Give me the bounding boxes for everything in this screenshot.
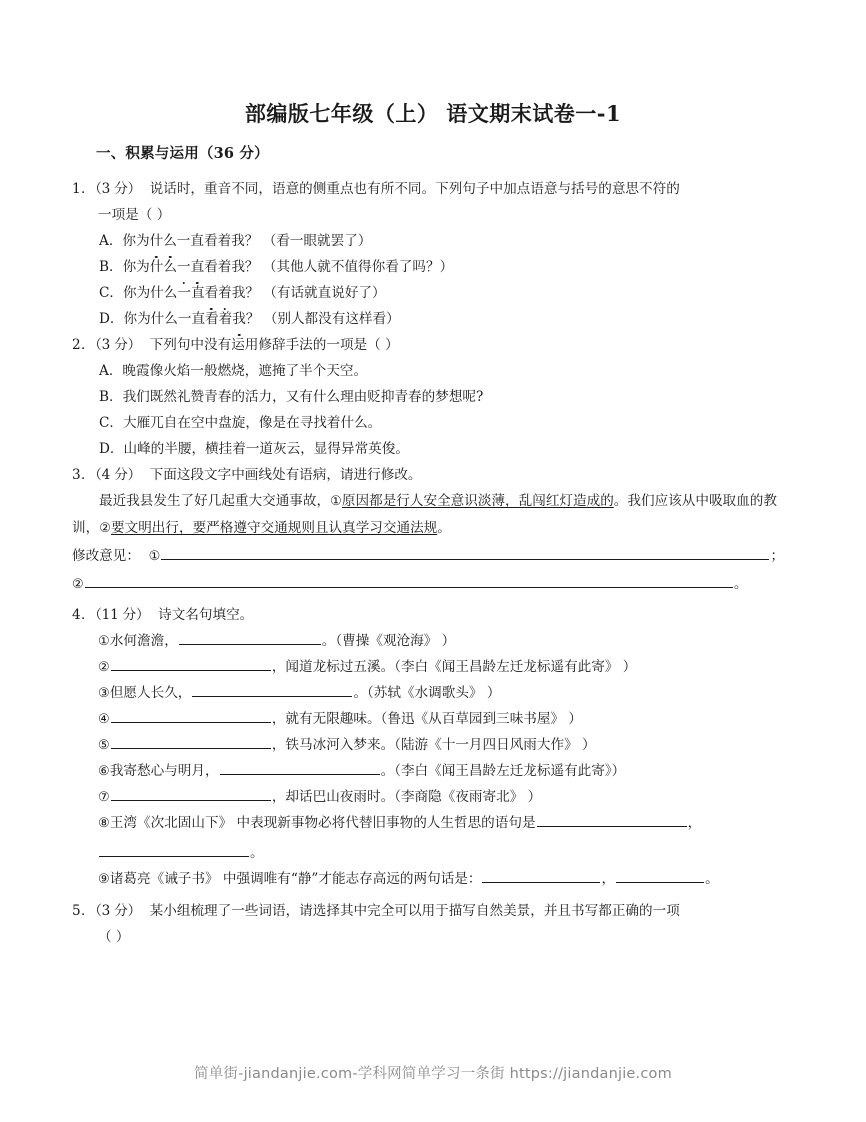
q3-answer-blank-2[interactable] (85, 572, 733, 588)
q1-option-c-post: 我？ (231, 285, 259, 301)
q1-option-d-pre: 你为什么一直看着 (123, 311, 233, 327)
q2-option-c[interactable] (72, 410, 802, 436)
q4-item-6-post: 。（李白《闻王昌龄左迁龙标遥有此寄》） (380, 763, 626, 779)
q4-item-9-post: 。 (705, 871, 719, 887)
q1-option-c-emphasis: 看着 (205, 280, 232, 306)
question-5 (72, 898, 802, 950)
q4-stem (72, 602, 802, 628)
q2-option-d-label: D． (99, 441, 124, 457)
q1-option-b-paren: （其他人就不值得你看了吗？） (262, 259, 454, 275)
q1-option-d[interactable] (72, 306, 802, 332)
q4-item-1-post: 。（曹操《观沧海》 ） (321, 633, 456, 649)
q4-item-5 (72, 732, 802, 758)
q4-item-5-post: ，铁马冰河入梦来。（陆游《十一月四日风雨大作》 ） (271, 737, 596, 753)
q4-item-1-blank[interactable] (179, 629, 321, 645)
q3-answer-punct-1: ； (770, 548, 785, 564)
q4-item-4-marker: ④ (98, 712, 110, 727)
q3-answer-marker-1: ① (148, 549, 161, 564)
q2-option-d-text: 山峰的半腰，横挂着一道灰云，显得异常英俊。 (123, 441, 409, 457)
q3-stem (72, 462, 802, 488)
section-heading: 一、积累与运用（36 分） (96, 145, 269, 162)
q1-option-c-label: C． (99, 285, 123, 301)
q4-item-7-blank[interactable] (111, 785, 271, 801)
exam-content (72, 176, 802, 950)
q2-option-b[interactable] (72, 384, 802, 410)
q4-item-6 (72, 758, 802, 784)
q5-points: （3 分） (95, 903, 141, 919)
q1-option-d-post: ？ (245, 311, 260, 327)
q5-stem-text1: 某小组梳理了一些词语，请选择其中完全可以用于描写自然美景，并且书写都正确的一项 (149, 903, 680, 919)
q1-option-c[interactable] (72, 280, 802, 306)
q4-item-8-blank-2[interactable] (99, 841, 249, 857)
q4-item-2-blank[interactable] (111, 655, 271, 671)
q4-item-9-blank-2[interactable] (616, 867, 704, 883)
q1-option-a-emphasis: 什么 (150, 228, 177, 254)
q4-item-3-blank[interactable] (192, 681, 352, 697)
q2-option-a-text: 晚霞像火焰一般燃烧，遮掩了半个天空。 (122, 363, 368, 379)
q5-stem-line2: （ ） (98, 929, 130, 945)
q4-item-3 (72, 680, 802, 706)
q2-option-c-label: C． (99, 415, 123, 431)
q4-item-1 (72, 628, 802, 654)
q4-item-7-marker: ⑦ (98, 790, 110, 805)
question-1 (72, 176, 802, 332)
q4-stem-text: 诗文名句填空。 (158, 607, 254, 623)
q4-item-7 (72, 784, 802, 810)
q4-points: （11 分） (95, 607, 150, 623)
q4-item-6-pre: 我寄愁心与明月， (109, 763, 219, 779)
q2-option-c-text: 大雁兀自在空中盘旋，像是在寻找着什么。 (123, 415, 382, 431)
q1-option-b-emphasis: 一直 (177, 254, 204, 280)
q4-item-6-blank[interactable] (220, 759, 380, 775)
q1-option-a-pre: 你为 (122, 233, 150, 249)
q1-stem-line2: 一项是（ ） (98, 207, 171, 223)
q1-option-b-post: 看着我？ (204, 259, 259, 275)
q4-item-3-marker: ③ (98, 686, 110, 701)
q4-item-4 (72, 706, 802, 732)
q1-option-c-paren: （有话就直说好了） (263, 285, 386, 301)
q3-answer-blank-1[interactable] (161, 544, 769, 560)
q3-marker-1: ① (330, 494, 342, 509)
q3-marker-2: ② (99, 521, 112, 536)
q1-option-d-label: D． (99, 311, 124, 327)
q2-option-d[interactable] (72, 436, 802, 462)
q4-item-3-pre: 但愿人长久， (109, 685, 192, 701)
q4-item-2-post: ，闻道龙标过五溪。（李白《闻王昌龄左迁龙标遥有此寄》 ） (271, 659, 637, 675)
q4-item-9 (72, 866, 802, 892)
q2-stem (72, 332, 802, 358)
q1-number: 1． (72, 181, 96, 197)
q4-item-8 (72, 810, 802, 836)
q4-item-8-marker: ⑧ (98, 816, 110, 831)
q3-number: 3． (72, 467, 96, 483)
q4-item-7-post: ，却话巴山夜雨时。（李商隐《夜雨寄北》 ） (271, 789, 542, 805)
q4-item-9-blank-1[interactable] (482, 867, 600, 883)
q4-item-5-blank[interactable] (111, 733, 271, 749)
q5-stem-line1 (72, 898, 802, 924)
q1-option-d-emphasis: 我 (232, 306, 246, 332)
q2-points: （3 分） (95, 337, 141, 353)
q2-option-b-label: B． (99, 389, 123, 405)
q4-item-4-post: ，就有无限趣味。（鲁迅《从百草园到三味书屋》 ） (271, 711, 583, 727)
q1-option-a-post: 一直看着我？ (176, 233, 259, 249)
q4-item-1-marker: ① (98, 634, 110, 649)
q1-option-a-label: A． (99, 233, 123, 249)
q1-option-b[interactable] (72, 254, 802, 280)
q4-item-8-mid: ， (687, 815, 702, 831)
q3-passage (72, 488, 790, 542)
q4-item-4-blank[interactable] (111, 707, 271, 723)
q3-passage-end: 。 (437, 520, 451, 536)
question-2 (72, 332, 802, 462)
q3-underlined-1: 原因都是行人安全意识淡薄，乱闯红灯造成的 (341, 493, 614, 509)
page-title: 部编版七年级（上） 语文期末试卷一-1 (244, 101, 622, 126)
footer-watermark: 简单街-jiandanjie.com-学科网简单学习一条街 https://jiandanjie.com (194, 1066, 672, 1082)
q1-option-a[interactable] (72, 228, 802, 254)
q4-item-5-marker: ⑤ (98, 738, 110, 753)
q2-option-a[interactable] (72, 358, 802, 384)
q3-answer-marker-2: ② (72, 577, 84, 592)
q1-points: （3 分） (95, 181, 141, 197)
q4-item-1-pre: 水何澹澹， (109, 633, 178, 649)
q4-item-2 (72, 654, 802, 680)
q3-passage-part2: 。我们应该从中吸取血的教训， (72, 493, 777, 536)
q4-item-8-blank-1[interactable] (537, 811, 687, 827)
q4-item-6-marker: ⑥ (98, 764, 110, 779)
q4-item-8-cont (72, 836, 802, 866)
q3-underlined-2: 要文明出行，要严格遵守交通规则且认真学习交通法规 (111, 520, 438, 536)
q4-item-8-post: 。 (250, 845, 264, 861)
q4-item-9-mid: ， (601, 871, 616, 887)
q4-item-9-pre: 诸葛亮《诫子书》 中强调唯有“静”才能志存高远的两句话是： (109, 871, 482, 887)
q3-answer-row-2 (72, 570, 802, 598)
q4-item-3-post: 。（苏轼《水调歌头》 ） (353, 685, 501, 701)
q4-item-2-marker: ② (98, 660, 110, 675)
q1-option-c-pre: 你为什么一直 (123, 285, 205, 301)
q2-stem-text: 下列句中没有运用修辞手法的一项是（ ） (149, 337, 399, 353)
q1-stem-line1 (72, 176, 802, 202)
q1-option-b-label: B． (99, 259, 123, 275)
q3-answer-punct-2: 。 (733, 576, 748, 592)
q1-stem-text1: 说话时，重音不同，语意的侧重点也有所不同。下列句子中加点语意与括号的意思不符的 (149, 181, 680, 197)
q3-stem-text: 下面这段文字中画线处有语病，请进行修改。 (149, 467, 422, 483)
q4-number: 4． (72, 607, 96, 623)
q1-option-d-paren: （别人都没有这样看） (263, 311, 400, 327)
q5-number: 5． (72, 903, 96, 919)
q2-option-b-text: 我们既然礼赞青春的活力，又有什么理由贬抑青春的梦想呢? (122, 389, 484, 405)
q1-option-b-pre: 你为什么 (122, 259, 177, 275)
question-4 (72, 602, 802, 892)
question-3 (72, 462, 802, 598)
q2-number: 2． (72, 337, 96, 353)
q4-item-9-marker: ⑨ (98, 872, 110, 887)
q4-item-8-pre: 王湾《次北固山下》 中表现新事物必将代替旧事物的人生哲思的语句是 (109, 815, 536, 831)
q3-answer-row-1 (72, 542, 802, 570)
q3-points: （4 分） (95, 467, 141, 483)
q3-passage-part1: 最近我县发生了好几起重大交通事故， (99, 493, 331, 509)
q2-option-a-label: A． (99, 363, 123, 379)
q1-option-a-paren: （看一眼就罢了） (262, 233, 372, 249)
q3-answer-label: 修改意见： (72, 548, 140, 564)
